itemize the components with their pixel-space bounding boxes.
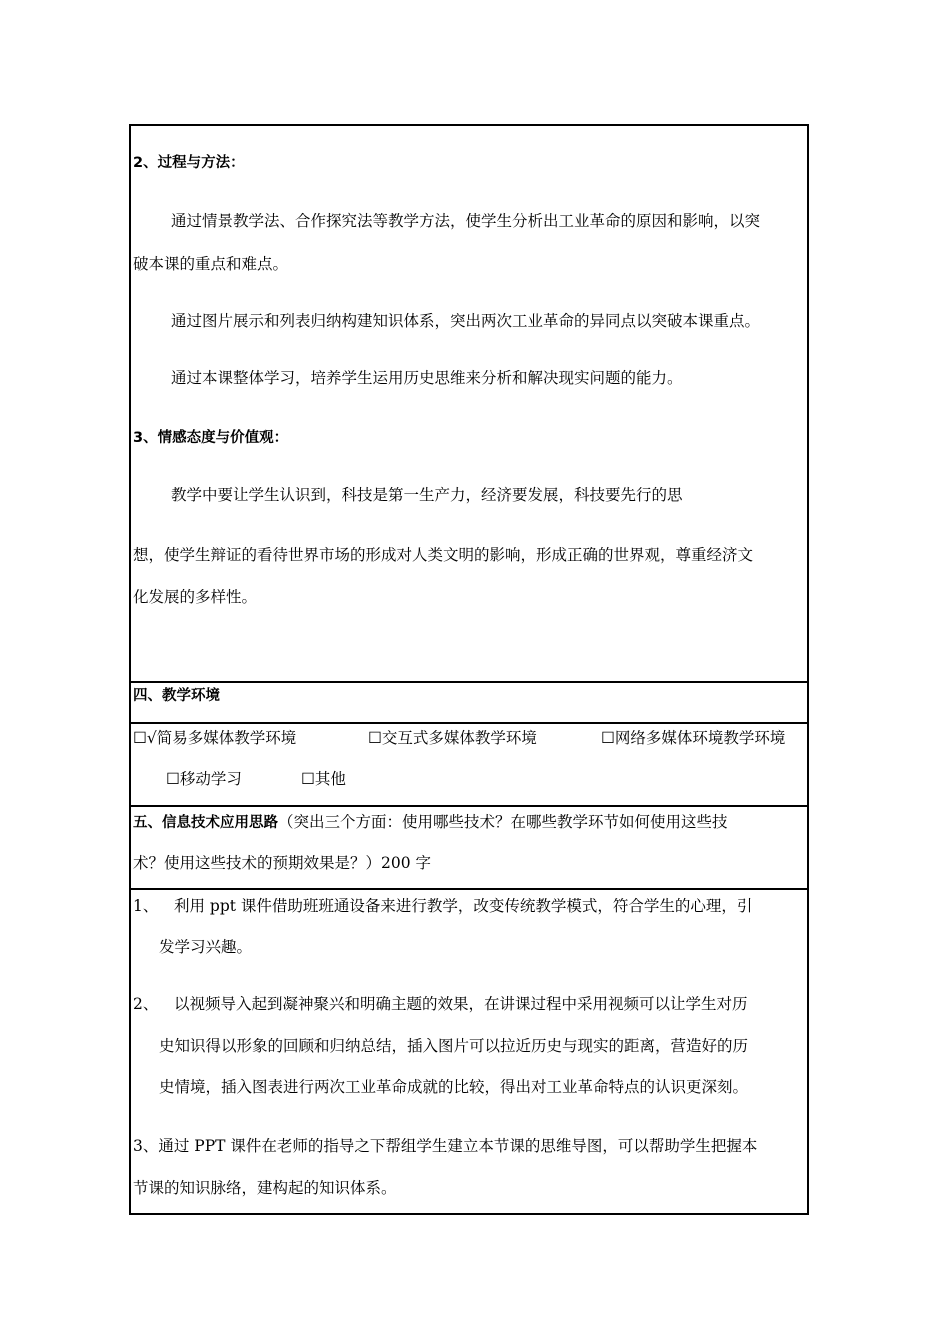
environment-option-simple[interactable]: ☐√简易多媒体教学环境 — [133, 729, 297, 747]
row-divider — [131, 888, 807, 890]
paragraph: 化发展的多样性。 — [133, 588, 258, 606]
environment-heading: 四、教学环境 — [133, 688, 220, 704]
it-approach-heading — [133, 812, 728, 833]
item-text: 节课的知识脉络，建构起的知识体系。 — [133, 1179, 397, 1197]
paragraph: 想，使学生辩证的看待世界市场的形成对人类文明的影响，形成正确的世界观，尊重经济文 — [133, 546, 754, 564]
item-text: 3、通过 PPT 课件在老师的指导之下帮组学生建立本节课的思维导图，可以帮助学生把握本 — [133, 1137, 758, 1155]
item-number: 2、 — [133, 995, 159, 1013]
environment-option-other[interactable]: ☐其他 — [301, 770, 346, 788]
paragraph: 破本课的重点和难点。 — [133, 255, 289, 273]
item-number: 1、 — [133, 897, 159, 915]
row-divider — [131, 722, 807, 724]
item-text: 史情境，插入图表进行两次工业革命成就的比较，得出对工业革命特点的认识更深刻。 — [159, 1078, 749, 1096]
paragraph: 通过本课整体学习，培养学生运用历史思维来分析和解决现实问题的能力。 — [171, 369, 683, 387]
section-heading: 2、过程与方法： — [133, 155, 245, 171]
paragraph: 通过图片展示和列表归纳构建知识体系，突出两次工业革命的异同点以突破本课重点。 — [171, 312, 761, 330]
environment-option-mobile[interactable]: ☐移动学习 — [166, 770, 242, 788]
it-approach-title: 五、信息技术应用思路 — [133, 815, 278, 831]
item-text: 利用 ppt 课件借助班班通设备来进行教学，改变传统教学模式，符合学生的心理，引 — [174, 897, 753, 915]
item-text: 以视频导入起到凝神聚兴和明确主题的效果，在讲课过程中采用视频可以让学生对历 — [174, 995, 748, 1013]
paragraph: 教学中要让学生认识到，科技是第一生产力，经济要发展，科技要先行的思 — [171, 486, 683, 504]
paragraph: 通过情景教学法、合作探究法等教学方法，使学生分析出工业革命的原因和影响，以突 — [171, 212, 761, 230]
section-heading: 3、情感态度与价值观： — [133, 430, 289, 446]
item-text: 发学习兴趣。 — [159, 938, 253, 956]
row-divider — [131, 805, 807, 807]
item-text: 史知识得以形象的回顾和归纳总结，插入图片可以拉近历史与现实的距离，营造好的历 — [159, 1037, 749, 1055]
environment-option-interactive[interactable]: ☐交互式多媒体教学环境 — [368, 729, 537, 747]
it-approach-note: （突出三个方面：使用哪些技术？在哪些教学环节如何使用这些技 — [278, 813, 728, 831]
environment-option-network[interactable]: ☐网络多媒体环境教学环境 — [601, 729, 786, 747]
row-divider — [131, 681, 807, 683]
it-approach-note-line2: 术？使用这些技术的预期效果是？）200 字 — [133, 854, 432, 872]
